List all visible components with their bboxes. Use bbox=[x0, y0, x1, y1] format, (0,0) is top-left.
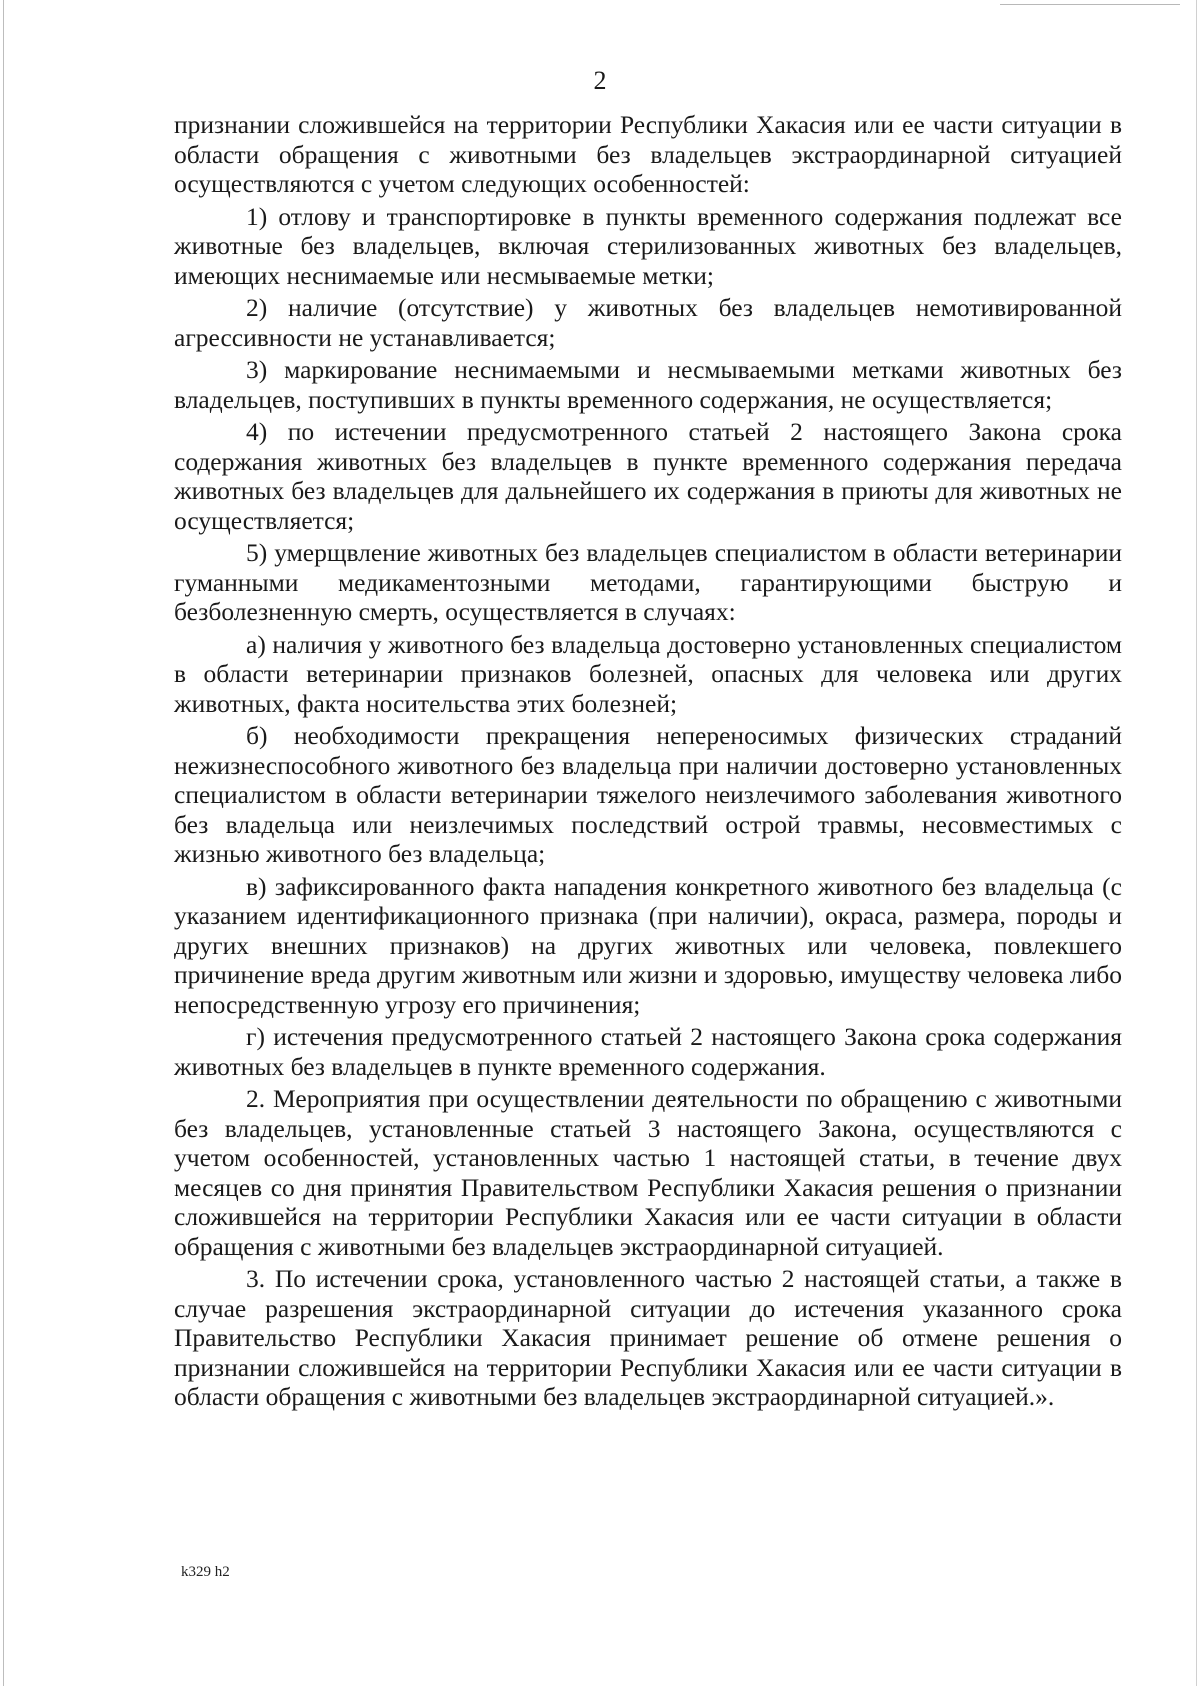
paragraph-part-2: 2. Мероприятия при осуществлении деятельности по обращению с животными без владельцев, установленные статьей 3 настоящего Закона, осуществляются с учетом особенностей, установленных частью 1 настоящей статьи, в течение двух месяцев со дня принятия Правительством Республики Хакасия решения о признании сложившейся на территории Республики Хакасия или ее части ситуации в области обращения с животными без владельцев экстраординарной ситуацией. bbox=[174, 1084, 1122, 1261]
paragraph-item-5: 5) умерщвление животных без владельцев специалистом в области ветеринарии гуманными медикаментозными методами, гарантирующими быструю и безболезненную смерть, осуществляется в случаях: bbox=[174, 538, 1122, 626]
paragraph-intro-continuation: признании сложившейся на территории Республики Хакасия или ее части ситуации в области обращения с животными без владельцев экстраординарной ситуацией осуществляются с учетом следующих особенностей: bbox=[174, 110, 1122, 198]
document-code: k329 h2 bbox=[181, 1564, 230, 1580]
paragraph-item-2: 2) наличие (отсутствие) у животных без владельцев немотивированной агрессивности не устанавливается; bbox=[174, 293, 1122, 352]
paragraph-subitem-v: в) зафиксированного факта нападения конкретного животного без владельца (с указанием идентификационного признака (при наличии), окраса, размера, породы и других внешних признаков) на других животных или человека, повлекшего причинение вреда другим животным или жизни и здоровью, имуществу человека либо непосредственную угрозу его причинения; bbox=[174, 871, 1122, 1019]
paragraph-part-3: 3. По истечении срока, установленного частью 2 настоящей статьи, а также в случае разрешения экстраординарной ситуации до истечения указанного срока Правительство Республики Хакасия принимает решение об отмене решения о признании сложившейся на территории Республики Хакасия или ее части ситуации в области обращения с животными без владельцев экстраординарной ситуацией.». bbox=[174, 1264, 1122, 1411]
page-number: 2 bbox=[593, 66, 607, 95]
paragraph-item-3: 3) маркирование неснимаемыми и несмываемыми метками животных без владельцев, поступивших в пункты временного содержания, не осуществляется; bbox=[174, 355, 1122, 414]
scan-edge-top bbox=[1000, 4, 1180, 5]
paragraph-item-1: 1) отлову и транспортировке в пункты временного содержания подлежат все животные без владельцев, включая стерилизованных животных без владельцев, имеющих неснимаемые или несмываемые метки; bbox=[174, 201, 1122, 290]
scan-edge-right bbox=[1196, 0, 1197, 1686]
document-body bbox=[174, 110, 1122, 1415]
paragraph-subitem-b: б) необходимости прекращения непереносимых физических страданий нежизнеспособного животного без владельца при наличии достоверно установленных специалистом в области ветеринарии тяжелого неизлечимого заболевания животного без владельца или неизлечимых последствий острой травмы, несовместимых с жизнью животного без владельца; bbox=[174, 721, 1122, 868]
paragraph-item-4: 4) по истечении предусмотренного статьей 2 настоящего Закона срока содержания животных без владельцев в пункте временного содержания передача животных без владельцев для дальнейшего их содержания в приюты для животных не осуществляется; bbox=[174, 417, 1122, 535]
scan-edge-left bbox=[3, 0, 4, 1686]
paragraph-subitem-a: а) наличия у животного без владельца достоверно установленных специалистом в области ветеринарии признаков болезней, опасных для человека или других животных, факта носительства этих болезней; bbox=[174, 629, 1122, 718]
paragraph-subitem-g: г) истечения предусмотренного статьей 2 настоящего Закона срока содержания животных без владельцев в пункте временного содержания. bbox=[174, 1022, 1122, 1081]
